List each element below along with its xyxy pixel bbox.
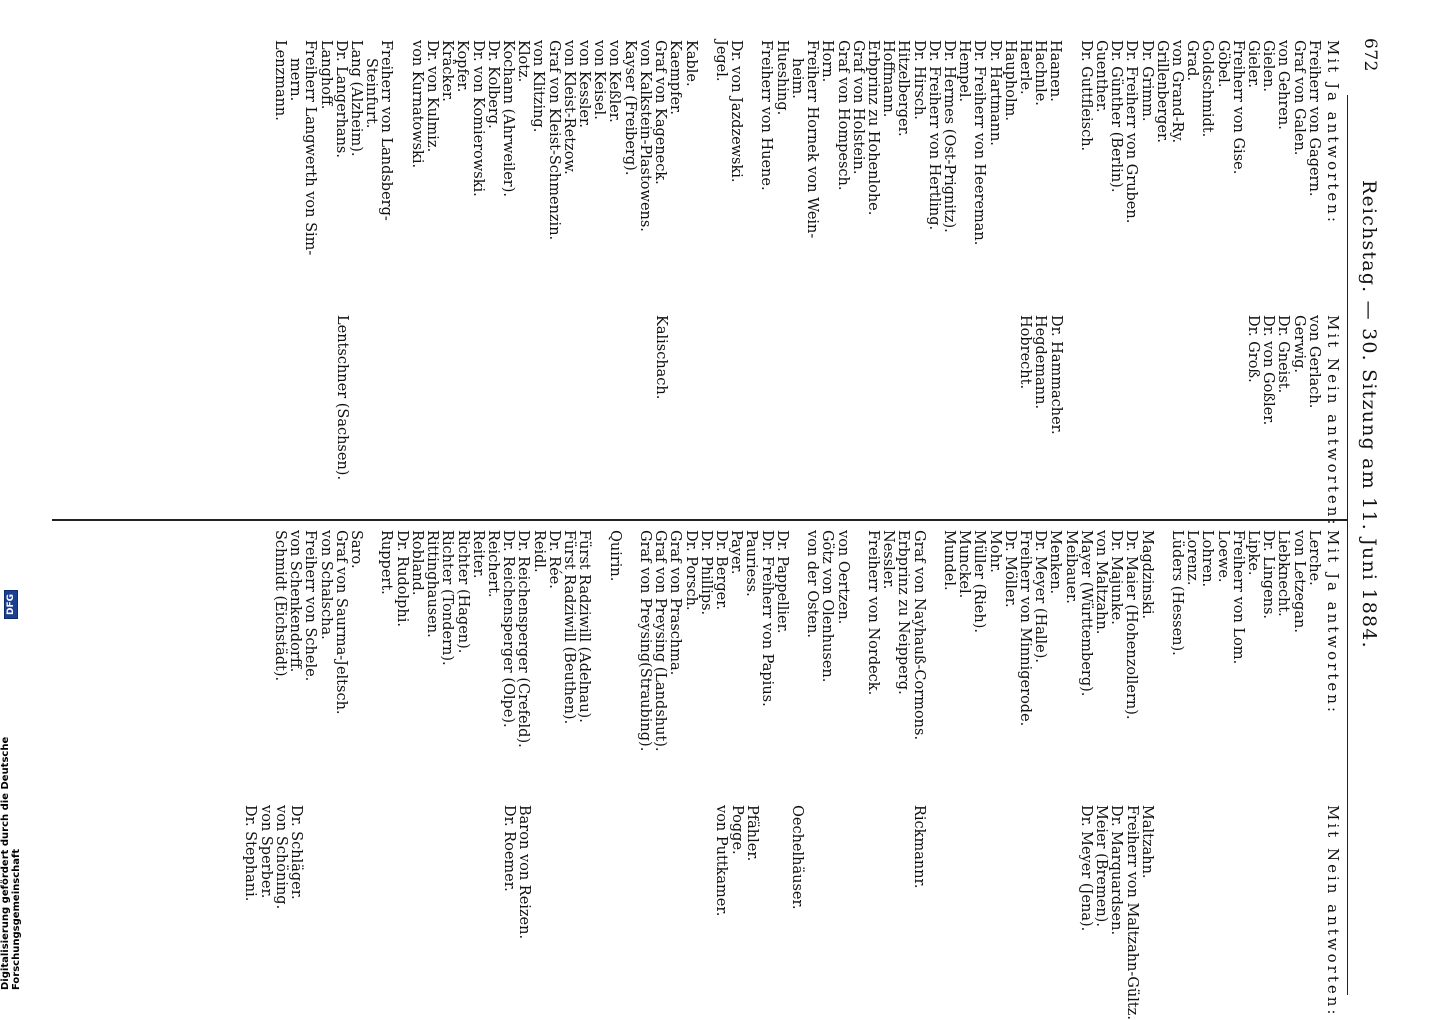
- member-entry: Reichert.: [484, 530, 501, 598]
- member-entry: von Oertzen.: [834, 530, 851, 625]
- member-entry: [820, 805, 835, 1000]
- member-entry: [987, 315, 1002, 510]
- member-entry: Steinfurt.: [363, 58, 380, 129]
- member-entry: Freiherr von Gagern.: [1305, 40, 1322, 197]
- member-entry: [789, 530, 804, 800]
- member-entry: Dr. Guttfleisch.: [1077, 40, 1094, 152]
- member-entry: Dr. Freiherr von Gruben.: [1123, 40, 1140, 224]
- member-entry: von Schöning.: [272, 805, 289, 910]
- member-entry: Nessler.: [880, 530, 897, 590]
- member-entry: von Gehren.: [1275, 40, 1292, 130]
- member-entry: [1108, 315, 1123, 510]
- member-entry: [926, 530, 941, 800]
- member-entry: [455, 315, 470, 510]
- member-entry: [1017, 805, 1032, 1000]
- member-entry: heim.: [788, 58, 805, 99]
- member-entry: Saro.: [348, 530, 365, 569]
- member-entry: [440, 315, 455, 510]
- member-entry: Baron von Reizen.: [515, 805, 532, 940]
- member-entry: [1062, 40, 1077, 310]
- member-entry: [926, 315, 941, 510]
- funding-note: Digitalisierung gefördert durch die Deutsche Forschungsgemeinschaft: [0, 736, 22, 990]
- member-entry: Lentschner (Sachsen).: [333, 315, 350, 481]
- dfg-logo: DFG: [4, 590, 18, 619]
- member-entry: Erbprinz zu Neipperg.: [895, 530, 912, 695]
- member-entry: [622, 530, 637, 800]
- member-entry: [1138, 315, 1153, 510]
- member-entry: Graf von Galen.: [1290, 40, 1307, 156]
- member-entry: [668, 315, 683, 510]
- member-entry: Freiherr von Huene.: [758, 40, 775, 191]
- member-entry: [576, 315, 591, 510]
- member-entry: Freiherr von Nordeck.: [864, 530, 881, 696]
- member-entry: Dr. von Goßler.: [1260, 315, 1277, 426]
- member-entry: Gielen.: [1260, 40, 1277, 92]
- member-entry: Quirin.: [606, 530, 623, 582]
- member-entry: [561, 315, 576, 510]
- member-entry: Lang (Alzheim).: [348, 40, 365, 157]
- member-entry: [774, 805, 789, 1000]
- member-entry: Göbel.: [1214, 40, 1231, 88]
- member-entry: Dr. Marquardsen.: [1108, 805, 1125, 936]
- member-entry: [561, 805, 576, 1000]
- member-entry: Haerle.: [1016, 40, 1033, 95]
- member-entry: Kayser (Freiberg).: [621, 40, 638, 176]
- member-entry: Graf von Kleist-Schmenzin.: [545, 40, 562, 241]
- member-entry: von Schalscha.: [317, 530, 334, 640]
- left-ja-list: [272, 40, 1321, 310]
- member-entry: [485, 805, 500, 1000]
- member-entry: [895, 315, 910, 510]
- member-entry: von der Osten.: [804, 530, 821, 638]
- member-entry: Oechelhäuser.: [789, 805, 806, 910]
- member-entry: [425, 805, 440, 1000]
- member-entry: [804, 315, 819, 510]
- member-entry: [1199, 315, 1214, 510]
- member-entry: [1290, 805, 1305, 1000]
- member-entry: [531, 805, 546, 1000]
- member-entry: Dr. von Komierowski.: [469, 40, 486, 197]
- member-entry: von Schenkendorff.: [287, 530, 304, 673]
- member-entry: Jegel.: [712, 40, 729, 82]
- member-entry: Freiherr Langwerth von Sim-: [302, 40, 319, 256]
- member-entry: Fürst Radziwill (Adelnau).: [576, 530, 593, 723]
- member-entry: Lohren.: [1199, 530, 1216, 588]
- member-entry: [698, 40, 713, 310]
- member-entry: Loewe.: [1214, 530, 1231, 583]
- member-entry: Pauriess.: [743, 530, 760, 597]
- member-entry: Kopfer.: [454, 40, 471, 93]
- member-entry: von Kurnatowski.: [408, 40, 425, 169]
- member-entry: [349, 805, 364, 1000]
- member-entry: Dr. Lingens.: [1260, 530, 1277, 620]
- member-entry: Grad.: [1184, 40, 1201, 82]
- member-entry: [1032, 805, 1047, 1000]
- member-entry: Klotz.: [515, 40, 532, 83]
- member-entry: Richter (Tondern).: [439, 530, 456, 666]
- member-entry: Dr. Freiherr von Hertling.: [925, 40, 942, 231]
- member-entry: [364, 315, 379, 510]
- member-entry: [789, 315, 804, 510]
- member-entry: Rickmannr.: [910, 805, 927, 889]
- member-entry: Dr. Freiherr von Papius.: [758, 530, 775, 707]
- member-entry: [774, 315, 789, 510]
- member-entry: Dr. Rée.: [545, 530, 562, 589]
- member-entry: [546, 315, 561, 510]
- member-entry: [576, 805, 591, 1000]
- member-entry: Lüders (Hessen).: [1168, 530, 1185, 656]
- member-entry: Dr. Hammacher.: [1047, 315, 1064, 435]
- member-entry: [333, 805, 348, 1000]
- member-entry: mern.: [287, 58, 304, 102]
- member-entry: [956, 315, 971, 510]
- right-ja-heading: Mit Ja antworten:: [1324, 530, 1342, 715]
- member-entry: Dr. Möller.: [1001, 530, 1018, 608]
- member-entry: Dr. Gneist.: [1275, 315, 1292, 394]
- member-entry: Dr. Porsch.: [682, 530, 699, 611]
- member-entry: [1154, 530, 1169, 800]
- member-entry: [652, 805, 667, 1000]
- member-entry: Mundel.: [940, 530, 957, 591]
- member-entry: Dr. Reichensperger (Crefeld).: [515, 530, 532, 748]
- member-entry: [971, 315, 986, 510]
- member-entry: [1154, 315, 1169, 510]
- member-entry: Graf von Hompesch.: [834, 40, 851, 191]
- member-entry: [759, 315, 774, 510]
- member-entry: [1093, 315, 1108, 510]
- member-entry: Dr. Rudolphi.: [393, 530, 410, 627]
- member-entry: Freiherr Hornek von Wein-: [804, 40, 821, 239]
- running-head: Reichstag. — 30. Sitzung am 11. Juni 1884.: [1358, 180, 1380, 649]
- column-divider: [52, 519, 1348, 521]
- member-entry: [531, 315, 546, 510]
- member-entry: [895, 805, 910, 1000]
- member-entry: [1260, 805, 1275, 1000]
- member-entry: Langhoff.: [317, 40, 334, 110]
- member-entry: Goldschmidt.: [1199, 40, 1216, 138]
- member-entry: Grillenberger.: [1153, 40, 1170, 143]
- member-entry: [941, 805, 956, 1000]
- member-entry: [1063, 315, 1078, 510]
- member-entry: [835, 805, 850, 1000]
- member-entry: [880, 805, 895, 1000]
- member-entry: Payer.: [728, 530, 745, 575]
- member-entry: Dr. Kolberg.: [484, 40, 501, 129]
- member-entry: Dr. Phillips.: [697, 530, 714, 616]
- member-entry: [1214, 315, 1229, 510]
- member-entry: Dr. Pappellier.: [773, 530, 790, 634]
- member-entry: [516, 315, 531, 510]
- member-entry: [440, 805, 455, 1000]
- member-entry: [379, 315, 394, 510]
- member-entry: [1047, 805, 1062, 1000]
- member-entry: Graf von Saurma-Jeltsch.: [332, 530, 349, 715]
- member-entry: Kalischach.: [652, 315, 669, 400]
- member-entry: [364, 805, 379, 1000]
- member-entry: [1184, 315, 1199, 510]
- right-nein-list: [242, 805, 1321, 1020]
- page-header: [1350, 0, 1390, 1000]
- member-entry: von Puttkamer.: [713, 805, 730, 917]
- member-entry: Hoffmann.: [880, 40, 897, 118]
- member-entry: [470, 315, 485, 510]
- member-entry: Freiherr von Schele.: [302, 530, 319, 682]
- member-entry: [409, 805, 424, 1000]
- member-entry: Dr. Grimm.: [1138, 40, 1155, 122]
- member-entry: Dr. von Jazdzewski.: [728, 40, 745, 183]
- member-entry: [303, 805, 318, 1000]
- member-entry: Freiherr von Minnigerode.: [1016, 530, 1033, 727]
- member-entry: Maltzahn.: [1138, 805, 1155, 879]
- member-entry: Hachnle.: [1032, 40, 1049, 106]
- member-entry: [926, 805, 941, 1000]
- member-entry: von Keßler.: [606, 40, 623, 123]
- left-nein-subcolumn: [333, 315, 1342, 528]
- member-entry: Rittinghausen.: [424, 530, 441, 638]
- member-entry: Lerche.: [1305, 530, 1322, 586]
- member-entry: Freiherr von Maltzahn-Gültz.: [1123, 805, 1140, 1020]
- member-entry: [637, 315, 652, 510]
- member-entry: [941, 315, 956, 510]
- member-entry: [394, 805, 409, 1000]
- member-entry: [1306, 805, 1321, 1000]
- member-entry: Dr. Roemer.: [500, 805, 517, 892]
- member-entry: Lorenz.: [1184, 530, 1201, 586]
- member-entry: [379, 805, 394, 1000]
- member-entry: [363, 530, 378, 800]
- member-entry: [1123, 315, 1138, 510]
- member-entry: [698, 805, 713, 1000]
- member-entry: [1169, 805, 1184, 1000]
- member-entry: Guenther.: [1092, 40, 1109, 113]
- member-entry: von Kalkstein-Plastowens.: [636, 40, 653, 232]
- member-entry: [622, 315, 637, 510]
- member-entry: Dr. Groß.: [1244, 315, 1261, 383]
- member-entry: [318, 805, 333, 1000]
- member-entry: [1245, 805, 1260, 1000]
- member-entry: Lipke.: [1244, 530, 1261, 576]
- member-entry: Dr. Hermes (Ost-Prignitz).: [940, 40, 957, 233]
- member-entry: [698, 315, 713, 510]
- member-entry: [728, 315, 743, 510]
- left-nein-heading: Mit Nein antworten:: [1324, 315, 1342, 528]
- member-entry: Robland.: [408, 530, 425, 596]
- member-entry: [819, 315, 834, 510]
- member-entry: [394, 315, 409, 510]
- member-entry: [683, 805, 698, 1000]
- member-entry: Graf von Holstein.: [849, 40, 866, 175]
- member-entry: Graf von Preysing (Landshut).: [652, 530, 669, 752]
- member-entry: Hegdemann.: [1032, 315, 1049, 410]
- member-entry: Gieler.: [1244, 40, 1261, 88]
- member-entry: Dr. Maier (Hohenzollern).: [1123, 530, 1140, 720]
- member-entry: von Maltzahn.: [1092, 530, 1109, 635]
- member-entry: Graf von Praschma.: [667, 530, 684, 676]
- member-entry: [470, 805, 485, 1000]
- member-entry: [1214, 805, 1229, 1000]
- member-entry: Lenzmann.: [272, 40, 289, 121]
- member-entry: [546, 805, 561, 1000]
- member-entry: [865, 805, 880, 1000]
- member-entry: [592, 805, 607, 1000]
- member-entry: [1230, 805, 1245, 1000]
- member-entry: Freiherr von Landsberg-: [378, 40, 395, 221]
- member-entry: [1154, 805, 1169, 1000]
- member-entry: Dr. Schläger.: [288, 805, 305, 900]
- member-entry: von Letzegan.: [1290, 530, 1307, 634]
- member-entry: Munckel.: [956, 530, 973, 599]
- member-entry: [591, 530, 606, 800]
- member-entry: Meier (Bremen).: [1093, 805, 1110, 927]
- member-entry: Mayer (Württemberg).: [1077, 530, 1094, 697]
- member-entry: Fürst Radziwill (Beuthen).: [560, 530, 577, 725]
- member-entry: von Kleist-Retzow.: [560, 40, 577, 175]
- member-entry: [850, 530, 865, 800]
- member-entry: [1275, 805, 1290, 1000]
- member-entry: von Gerlach.: [1305, 315, 1322, 409]
- member-entry: Freiherr von Gise.: [1229, 40, 1246, 175]
- member-entry: Dr. von Kulmiz.: [424, 40, 441, 153]
- member-entry: Pogge.: [728, 805, 745, 855]
- member-entry: Gerwig.: [1290, 315, 1307, 374]
- member-entry: [835, 315, 850, 510]
- member-entry: [804, 805, 819, 1000]
- right-ja-subcolumn: [272, 530, 1340, 800]
- member-entry: Richter (Hagen).: [454, 530, 471, 654]
- member-entry: Hueshing.: [773, 40, 790, 116]
- member-entry: [987, 805, 1002, 1000]
- member-entry: [865, 315, 880, 510]
- member-entry: [683, 315, 698, 510]
- member-entry: Graf von Nayhauß-Cormons.: [910, 530, 927, 741]
- member-entry: [1169, 315, 1184, 510]
- member-entry: Hempel.: [956, 40, 973, 103]
- member-entry: Meibauer.: [1062, 530, 1079, 604]
- member-entry: Dr. Reichensperger (Olpe).: [500, 530, 517, 728]
- member-entry: Graf von Preysing(Straubing).: [636, 530, 653, 752]
- member-entry: von Keisel.: [591, 40, 608, 120]
- member-entry: Dr. Stephani.: [242, 805, 259, 902]
- member-entry: [1199, 805, 1214, 1000]
- member-entry: Dr. Hartmann.: [986, 40, 1003, 146]
- left-ja-heading: Mit Ja antworten:: [1324, 40, 1342, 225]
- member-entry: [501, 315, 516, 510]
- member-entry: [409, 315, 424, 510]
- member-entry: [759, 805, 774, 1000]
- member-entry: Dr. Meyer (Halle).: [1032, 530, 1049, 663]
- member-entry: Pfähler.: [743, 805, 760, 862]
- right-ja-list: [272, 530, 1321, 800]
- member-entry: von Sperber.: [257, 805, 274, 899]
- member-entry: Magdzinski.: [1138, 530, 1155, 620]
- member-entry: [744, 315, 759, 510]
- member-entry: Menken.: [1047, 530, 1064, 595]
- member-entry: [971, 805, 986, 1000]
- member-entry: Haupholm.: [1001, 40, 1018, 121]
- left-ja-subcolumn: [272, 40, 1340, 310]
- member-entry: Hobrecht.: [1017, 315, 1034, 390]
- member-entry: [1078, 315, 1093, 510]
- member-entry: Reiter.: [469, 530, 486, 579]
- member-entry: Schmidt (Eichstädt).: [272, 530, 289, 682]
- member-entry: [713, 315, 728, 510]
- member-entry: Kable.: [682, 40, 699, 87]
- member-entry: Dr. Meyer (Jena).: [1077, 805, 1094, 932]
- member-entry: Dr. Günther (Berlin).: [1108, 40, 1125, 193]
- member-entry: [1002, 315, 1017, 510]
- member-entry: von Kessler.: [576, 40, 593, 128]
- member-entry: [911, 315, 926, 510]
- member-entry: [668, 805, 683, 1000]
- header-rule: [1347, 95, 1348, 995]
- funding-footer: [0, 590, 22, 990]
- member-entry: [349, 315, 364, 510]
- right-nein-heading: Mit Nein antworten:: [1324, 805, 1342, 1018]
- member-entry: [455, 805, 470, 1000]
- member-entry: Müller (Rieh).: [971, 530, 988, 633]
- page-number: 672: [1360, 38, 1380, 72]
- member-entry: Mohr.: [986, 530, 1003, 573]
- member-entry: Kräcker.: [439, 40, 456, 102]
- member-entry: Dr. Langerhans.: [332, 40, 349, 158]
- member-entry: Ruppert.: [378, 530, 395, 595]
- member-entry: von Klitzing.: [530, 40, 547, 133]
- left-nein-list: [333, 315, 1320, 510]
- member-entry: Dr. Majunke.: [1108, 530, 1125, 625]
- member-entry: Dr. Berger.: [712, 530, 729, 611]
- member-entry: [1184, 805, 1199, 1000]
- member-entry: [880, 315, 895, 510]
- member-entry: Liebknecht.: [1275, 530, 1292, 617]
- right-nein-subcolumn: [242, 805, 1342, 1020]
- member-entry: [1002, 805, 1017, 1000]
- member-entry: Dr. Hirsch.: [910, 40, 927, 120]
- member-entry: [607, 315, 622, 510]
- member-entry: Kochann (Ahrweiler).: [500, 40, 517, 198]
- member-entry: von Grand-Ry.: [1168, 40, 1185, 144]
- member-entry: Reidl.: [530, 530, 547, 573]
- member-entry: [393, 40, 408, 310]
- member-entry: Dr. Freiherr von Heereman.: [971, 40, 988, 246]
- member-entry: Horn.: [819, 40, 836, 83]
- member-entry: [850, 805, 865, 1000]
- member-entry: Haanen.: [1047, 40, 1064, 102]
- left-column: [60, 40, 1342, 528]
- member-entry: [956, 805, 971, 1000]
- member-entry: Götz von Olenhusen.: [819, 530, 836, 683]
- member-entry: [607, 805, 622, 1000]
- member-entry: [743, 40, 758, 310]
- member-entry: Freiherr von Lom.: [1229, 530, 1246, 665]
- member-entry: [425, 315, 440, 510]
- right-column: [60, 530, 1342, 1020]
- member-entry: Kaempfer.: [667, 40, 684, 115]
- member-entry: [592, 315, 607, 510]
- member-entry: [637, 805, 652, 1000]
- member-entry: [850, 315, 865, 510]
- member-entry: Graf von Kageneck.: [652, 40, 669, 185]
- member-entry: Hitzelberger.: [895, 40, 912, 137]
- member-entry: [622, 805, 637, 1000]
- member-entry: [485, 315, 500, 510]
- member-entry: [1063, 805, 1078, 1000]
- member-entry: [1230, 315, 1245, 510]
- member-entry: Erbprinz zu Hohenlohe.: [864, 40, 881, 216]
